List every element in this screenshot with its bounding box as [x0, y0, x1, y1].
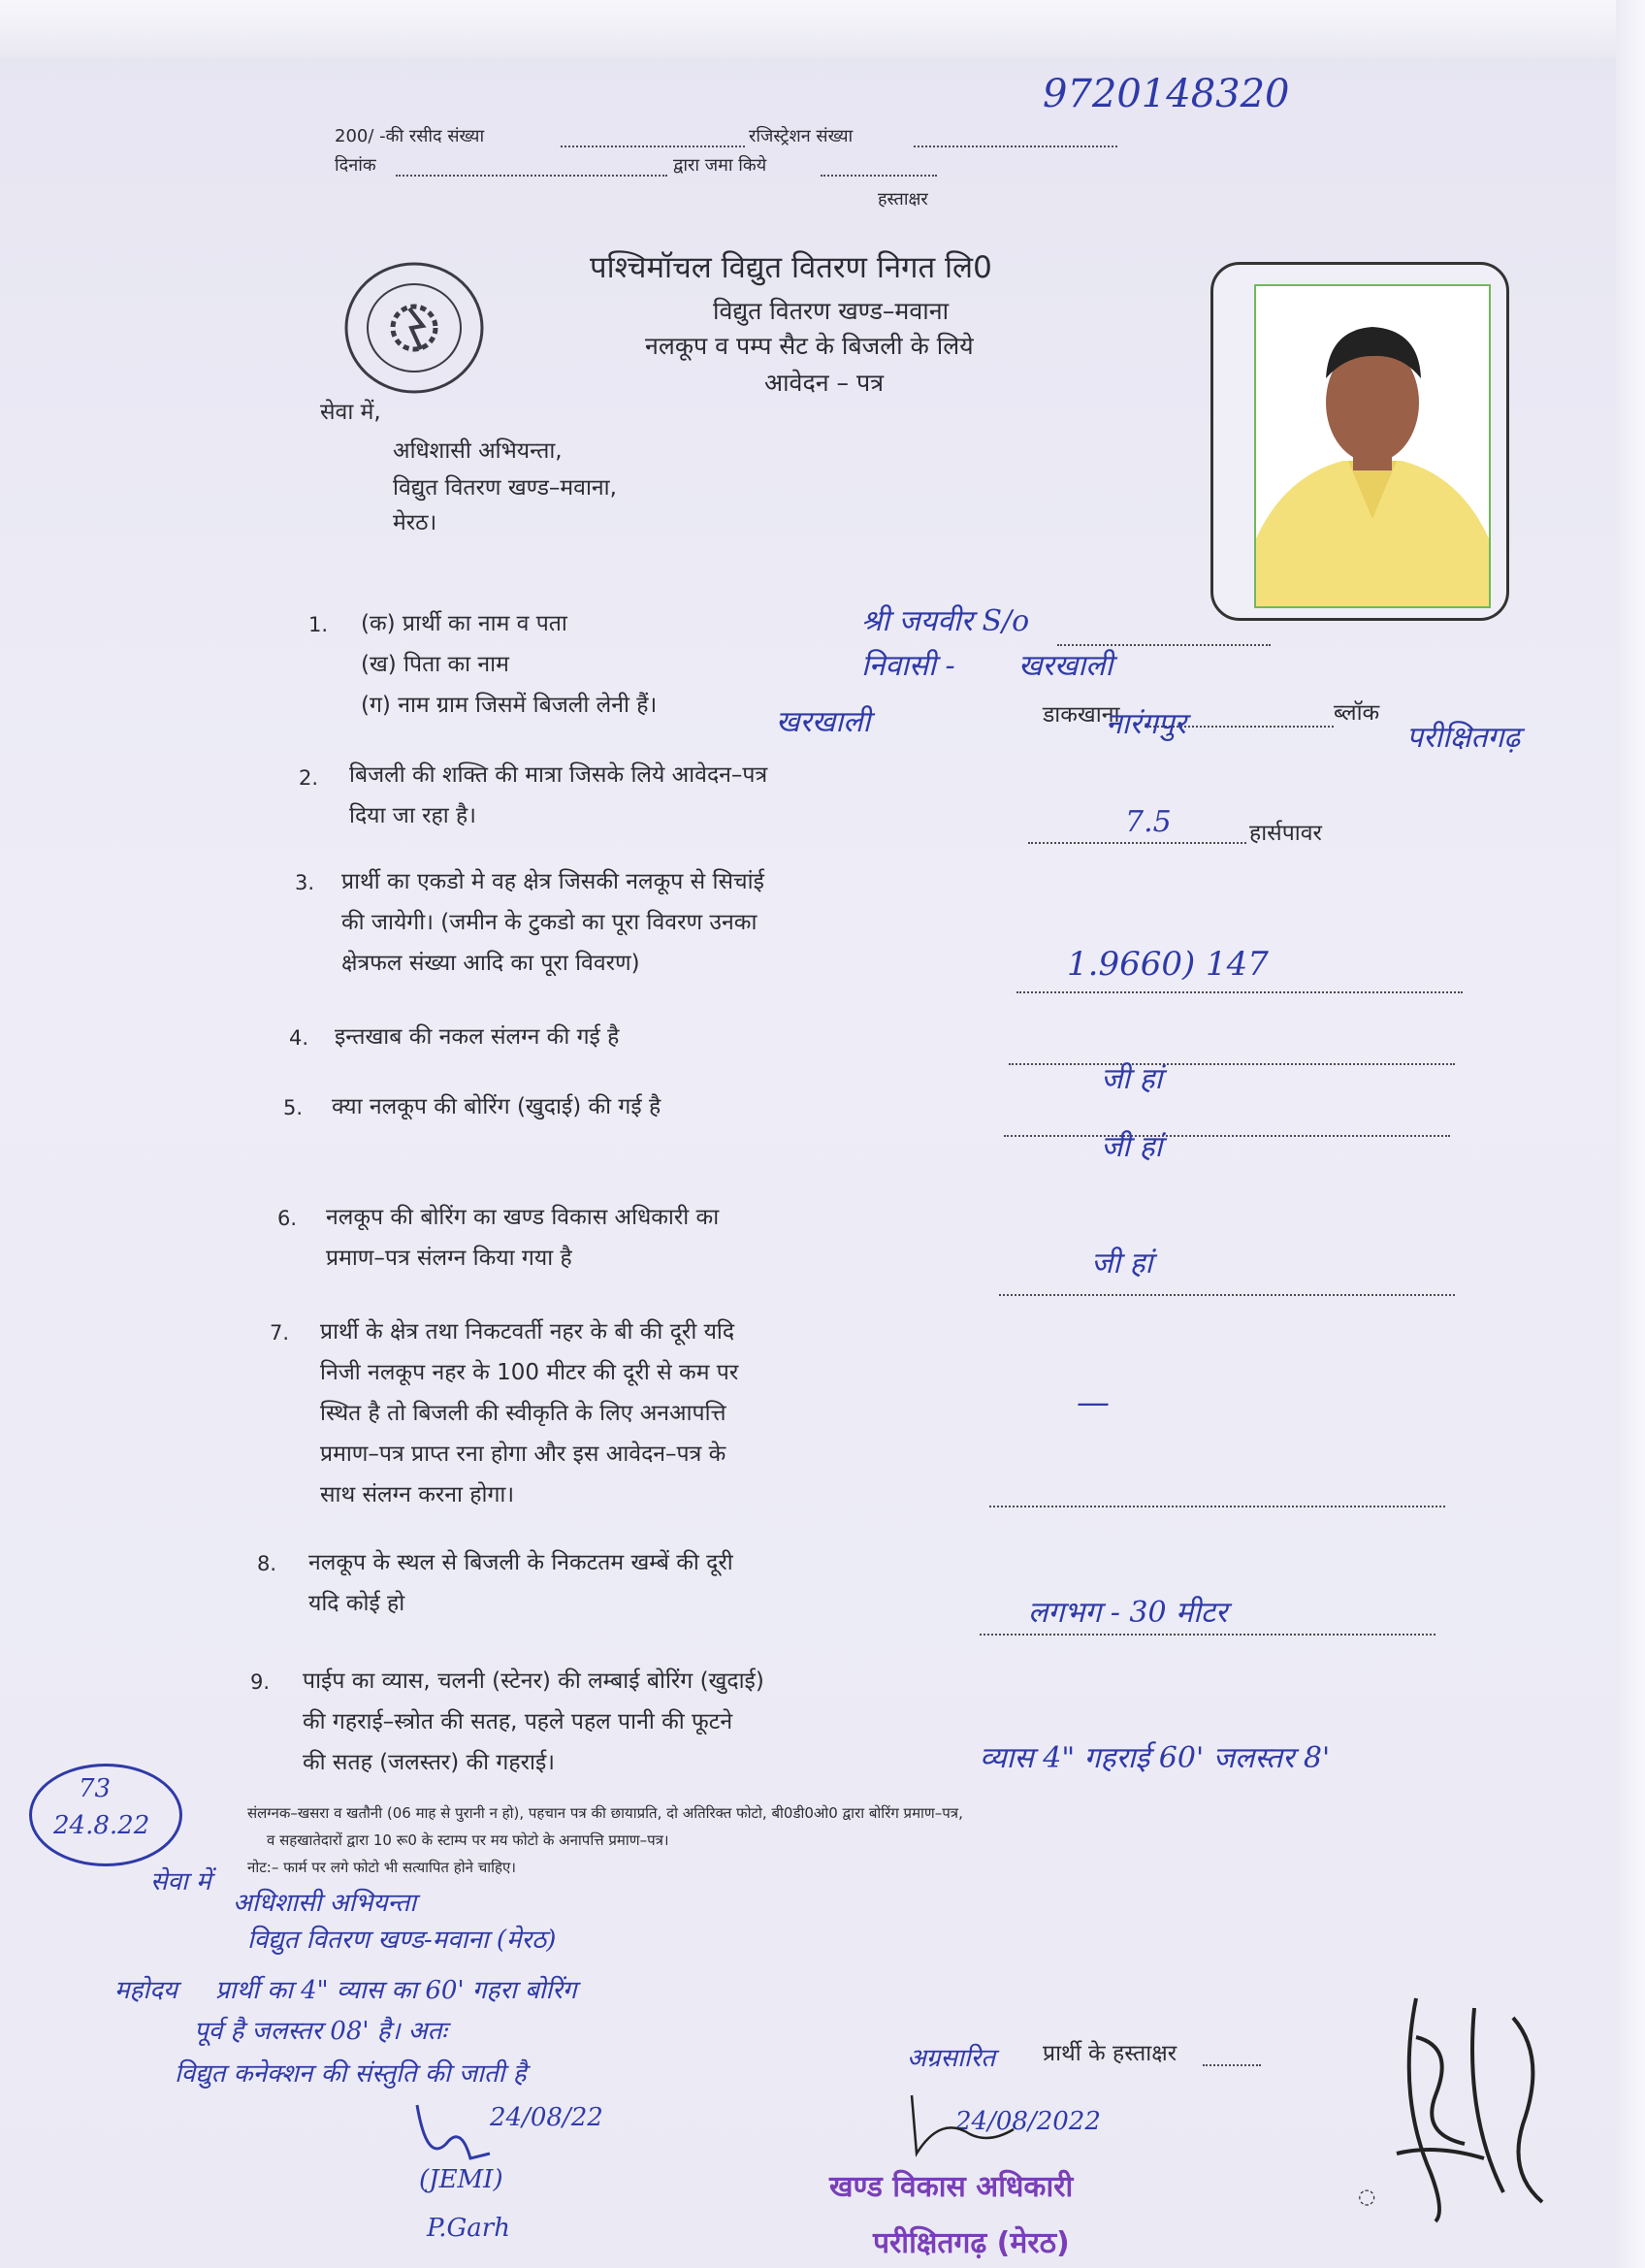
hw-note-salutation: महोदय: [114, 1976, 177, 2005]
item-8-line-a: नलकूप के स्थल से बिजली के निकटतम खम्बें की दूरी: [308, 1550, 733, 1575]
enclosure-line1: संलग्नक–खसरा व खतौनी (06 माह से पुरानी न हो), पहचान पत्र की छायाप्रति, दो अतिरिक्त फोटो, बी0डी0ओ0 द्वारा बोरिंग प्रमाण–पत्र,: [247, 1804, 963, 1822]
applicant-signature: [1377, 1979, 1562, 2231]
item-7-line-d: प्रमाण–पत्र प्राप्त रना होगा और इस आवेदन–पत्र के: [320, 1442, 726, 1467]
enclosure-line2: व सहखातेदारों द्वारा 10 रू0 के स्टाम्प पर मय फोटो के अनापत्ति प्रमाण–पत्र।: [267, 1831, 669, 1849]
item-1-line-c: (ग) नाम ग्राम जिसमें बिजली लेनी हैं।: [361, 693, 658, 718]
page-corner-mark: ◌: [1358, 2185, 1376, 2208]
hw-note-line1: प्रार्थी का 4" व्यास का 60' गहरा बोरिंग: [215, 1976, 577, 2005]
item-7-line-e: साथ संलग्न करना होगा।: [320, 1482, 515, 1507]
item-1-line-b: (ख) पिता का नाम: [361, 652, 509, 677]
item-7-line-a: प्रार्थी के क्षेत्र तथा निकटवर्ती नहर के बी की दूरी यदि: [320, 1319, 735, 1345]
hw-resident-village: खरखाली: [1018, 649, 1113, 683]
item-8-line-b: यदि कोई हो: [308, 1591, 405, 1616]
item-6-question: [326, 1197, 719, 1279]
item-6-line-a: नलकूप की बोरिंग का खण्ड विकास अधिकारी का: [326, 1205, 720, 1230]
q8-line: [980, 1634, 1435, 1636]
hw-applicant-name: श्री जयवीर S/o: [861, 604, 1030, 638]
receipt-signature-label: हस्ताक्षर: [878, 189, 928, 210]
bdo-signature: [902, 2086, 1018, 2163]
item-7-question: [320, 1312, 738, 1515]
hw-forward-date: 24/08/2022: [955, 2107, 1101, 2136]
post-office-label: डाकखाना: [1043, 702, 1120, 728]
item-7-number: 7.: [270, 1321, 290, 1345]
item-3-question: [341, 861, 764, 984]
hw-post-office: नारंगपुर: [1106, 707, 1186, 741]
bdo-stamp-line2: परीक्षितगढ़ (मेरठ): [873, 2226, 1070, 2260]
header-division: विद्युत वितरण खण्ड–मवाना: [713, 297, 950, 325]
addressee-line2: विद्युत वितरण खण्ड–मवाना,: [393, 475, 617, 501]
item-3-line-b: की जायेगी। (जमीन के टुकडो का पूरा विवरण उनका: [341, 910, 758, 935]
seal-graphic: [341, 260, 487, 396]
hw-q5: जी हां: [1101, 1130, 1163, 1164]
item-5-number: 5.: [283, 1096, 304, 1119]
hw-note-line3: विद्युत कनेक्शन की संस्तुति की जाती है: [175, 2059, 527, 2089]
hw-note-line2: पूर्व है जलस्तर 08' है। अतः: [194, 2017, 447, 2046]
item-9-line-a: पाईप का व्यास, चलनी (स्टेनर) की लम्बाई बोरिंग (खुदाई): [303, 1669, 764, 1694]
addressee-line1: अधिशासी अभियन्ता,: [393, 438, 563, 464]
item-5-question: क्या नलकूप की बोरिंग (खुदाई) की गई है: [332, 1094, 661, 1119]
applicant-photo: [1210, 262, 1509, 621]
q7-line: [989, 1506, 1445, 1507]
photo-frame: [1254, 284, 1491, 608]
hw-q9: व्यास 4" गहराई 60' जलस्तर 8': [980, 1741, 1331, 1775]
hw-sig-jemi: (JEMI): [419, 2165, 503, 2194]
hw-note-addressee1: अधिशासी अभियन्ता: [233, 1889, 417, 1918]
hw-resident-label: निवासी -: [861, 649, 955, 683]
hw-horsepower: 7.5: [1125, 805, 1172, 839]
item-2-line-b: दिया जा रहा है।: [349, 803, 476, 828]
hw-village: खरखाली: [776, 705, 871, 739]
hw-sig-place: P.Garh: [427, 2214, 510, 2243]
item-2-line-a: बिजली की शक्ति की मात्रा जिसके लिये आवेदन–पत्र: [349, 762, 768, 788]
item-9-number: 9.: [250, 1670, 271, 1694]
item-2-question: [349, 755, 767, 836]
item-3-line-a: प्रार्थी का एकडो मे वह क्षेत्र जिसकी नलकूप से सिचांई: [341, 869, 764, 894]
horsepower-unit: हार्सपावर: [1249, 821, 1322, 846]
item-4-question: इन्तखाब की नकल संलग्न की गई है: [335, 1024, 620, 1050]
item-3-line-c: क्षेत्रफल संख्या आदि का पूरा विवरण): [341, 951, 640, 976]
je-signature: [407, 2086, 495, 2173]
addressee-line3: मेरठ।: [393, 510, 437, 535]
hw-q7: —: [1077, 1383, 1110, 1422]
date-label: दिनांक: [335, 155, 376, 176]
header-form-name: आवेदन – पत्र: [764, 369, 884, 397]
item-8-number: 8.: [257, 1552, 277, 1575]
registration-circle: [29, 1764, 182, 1866]
item-9-question: [303, 1661, 764, 1783]
q4-line: [1009, 1063, 1455, 1065]
item-7-line-c: स्थित है तो बिजली की स्वीकृति के लिए अनआपत्ति: [320, 1401, 726, 1426]
item-1-number: 1.: [308, 613, 329, 636]
paper-edge-right: [1616, 0, 1645, 2268]
item-1-line-a: (क) प्रार्थी का नाम व पता: [361, 611, 567, 636]
hw-note-to: सेवा में: [150, 1867, 211, 1896]
hw-note-addressee2: विद्युत वितरण खण्ड-मवाना (मेरठ): [247, 1926, 557, 1955]
hw-forwarded: अग्रसारित: [907, 2044, 996, 2073]
hw-block: परीक्षितगढ़: [1406, 721, 1521, 755]
hw-sig-date: 24/08/22: [490, 2103, 603, 2132]
item-9-line-c: की सतह (जलस्तर) की गहराई।: [303, 1750, 555, 1775]
header-org-name: पश्चिमॉचल विद्युत वितरण निगत लि0: [590, 250, 992, 285]
paper-edge-top: [0, 0, 1645, 58]
item-8-question: [308, 1542, 733, 1624]
enclosure-note: नोट:– फार्म पर लगे फोटो भी सत्यापित होने चाहिए।: [247, 1859, 516, 1876]
corporation-seal: [341, 260, 487, 396]
bdo-stamp-line1: खण्ड विकास अधिकारी: [829, 2170, 1074, 2204]
deposited-by-label: द्वारा जमा किये: [673, 155, 767, 176]
area-line: [1016, 991, 1463, 993]
circle-number: 73: [79, 1774, 112, 1803]
circle-date: 24.8.22: [53, 1811, 150, 1840]
top-phone-number: 9720148320: [1043, 72, 1290, 116]
hw-area: 1.9660) 147: [1067, 945, 1269, 984]
q5-line: [1004, 1135, 1450, 1137]
item-1-question: [361, 603, 657, 726]
item-2-number: 2.: [299, 766, 319, 790]
item-6-line-b: प्रमाण–पत्र संलग्न किया गया है: [326, 1246, 572, 1271]
date-line: [396, 175, 667, 177]
applicant-signature-label: प्रार्थी के हस्ताक्षर: [1043, 2041, 1177, 2066]
hw-q8: लगभग - 30 मीटर: [1028, 1596, 1228, 1630]
item-7-line-b: निजी नलकूप नहर के 100 मीटर की दूरी से कम पर: [320, 1360, 739, 1385]
deposited-line: [821, 175, 937, 177]
block-label: ब्लॉक: [1334, 700, 1380, 726]
hw-q4: जी हां: [1101, 1062, 1163, 1096]
receipt-number-line: [561, 146, 745, 147]
item-4-number: 4.: [289, 1026, 309, 1050]
hw-q6: जी हां: [1091, 1247, 1153, 1280]
addressee-to: सेवा में,: [320, 400, 381, 425]
item-3-number: 3.: [295, 871, 315, 894]
item-9-line-b: की गहराई–स्त्रोत की सतह, पहले पहल पानी की फूटने: [303, 1709, 733, 1734]
registration-line: [914, 146, 1117, 147]
q6-line: [999, 1294, 1455, 1296]
registration-label: रजिस्ट्रेशन संख्या: [749, 126, 854, 146]
applicant-signature-line: [1203, 2064, 1261, 2066]
person-portrait: [1256, 286, 1489, 606]
header-subject: नलकूप व पम्प सैट के बिजली के लिये: [645, 332, 974, 360]
receipt-number-label: 200/ -की रसीद संख्या: [335, 126, 485, 146]
item-6-number: 6.: [277, 1207, 298, 1230]
hp-line: [1028, 842, 1246, 844]
